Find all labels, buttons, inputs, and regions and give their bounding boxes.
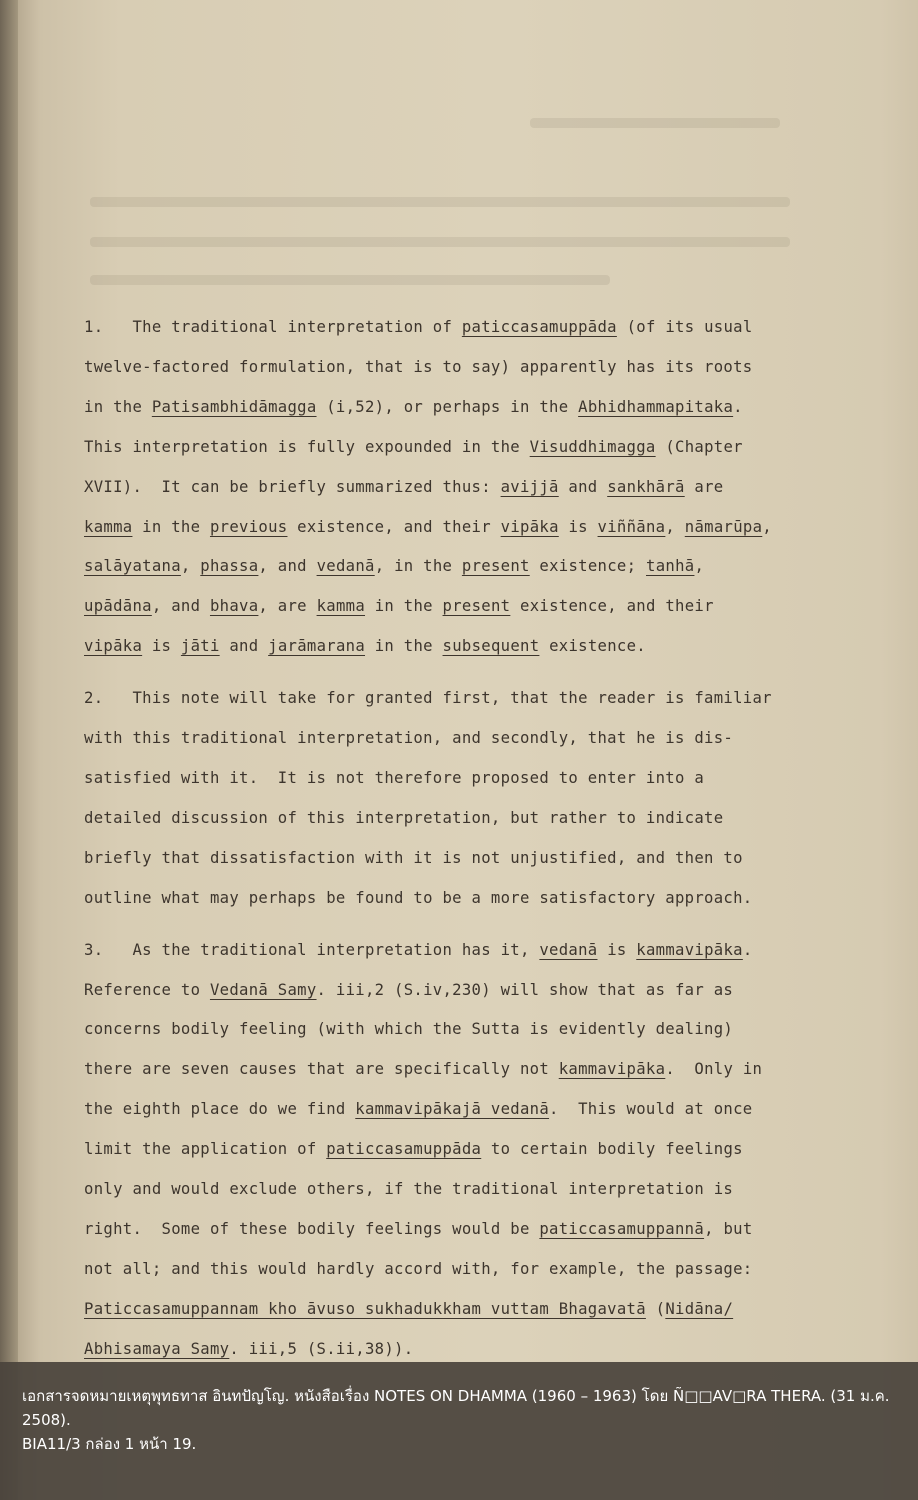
text-run: . This would at once — [549, 1100, 753, 1119]
text-line — [84, 388, 824, 428]
underlined-term: Paticcasamuppannam kho āvuso sukhadukkham vuttam Bhagavatā — [84, 1299, 646, 1318]
paragraph-2 — [84, 679, 824, 918]
text-run: . iii,2 (S.iv,230) will show that as far as — [316, 980, 734, 999]
underlined-term: kammavipāka — [636, 940, 743, 959]
text-run: , but — [704, 1219, 753, 1238]
text-line — [84, 679, 824, 719]
underlined-term: Patisambhidāmagga — [151, 397, 317, 416]
paragraph-3 — [84, 931, 824, 1370]
underlined-term: Vedanā Samy — [209, 980, 317, 999]
underlined-term: vedanā — [539, 940, 598, 959]
text-run: ( — [645, 1299, 666, 1318]
text-line — [84, 1050, 824, 1090]
text-run: with this traditional interpretation, and secondly, that he is dis- — [84, 729, 734, 748]
text-run: 3. As the traditional interpretation has it, — [84, 940, 540, 959]
text-run: The traditional interpretation of — [132, 318, 462, 336]
underlined-term: bhava — [209, 597, 259, 616]
text-run: , are — [258, 597, 317, 616]
text-line — [84, 719, 824, 759]
text-run: in the — [365, 637, 443, 656]
underlined-term: paticcasamuppāda — [326, 1140, 482, 1159]
underlined-term: kammavipākajā vedanā — [355, 1100, 550, 1119]
text-run: XVII). It can be briefly summarized thus: — [84, 477, 501, 496]
text-run: in the — [365, 597, 443, 616]
underlined-term: nāmarūpa — [684, 517, 763, 536]
underlined-term: jarāmarana — [268, 637, 366, 656]
text-run: . Only in — [665, 1060, 763, 1079]
text-line — [84, 508, 824, 548]
text-run: there are seven causes that are specifically not — [84, 1060, 559, 1079]
text-line — [84, 547, 824, 587]
underlined-term: tanhā — [646, 557, 695, 576]
underlined-term: paticcasamuppāda — [461, 318, 617, 336]
text-line — [84, 1130, 824, 1170]
text-run: (i,52), or perhaps in the — [316, 397, 579, 416]
text-run: existence, and their — [510, 597, 714, 616]
underlined-term: Visuddhimagga — [529, 437, 656, 456]
book-spine-shadow — [0, 0, 18, 1500]
text-run: twelve-factored formulation, that is to say) apparently has its roots — [84, 357, 753, 376]
underlined-term: upādāna — [84, 597, 152, 616]
underlined-term: avijjā — [500, 477, 559, 496]
text-run: in the — [84, 397, 152, 416]
underlined-term: Nidāna/ — [665, 1299, 734, 1318]
text-run: are — [684, 477, 724, 496]
text-run: is — [142, 637, 181, 656]
text-line — [84, 1010, 824, 1050]
archive-caption — [0, 1362, 918, 1500]
underlined-term: jāti — [180, 637, 220, 656]
text-run: . iii,5 (S.ii,38)). — [229, 1339, 414, 1358]
bleed-through-mark — [90, 197, 790, 207]
text-run: , — [665, 517, 685, 536]
text-run: right. Some of these bodily feelings would be — [84, 1219, 540, 1238]
text-line — [84, 931, 824, 971]
text-run: is — [597, 940, 637, 959]
text-run: , in the — [374, 557, 462, 576]
text-run: , and — [151, 597, 210, 616]
paragraph-1 — [84, 308, 824, 667]
text-line — [84, 348, 824, 388]
text-line — [84, 799, 824, 839]
text-line — [84, 1290, 824, 1330]
text-run: (Chapter — [655, 437, 743, 456]
text-line — [84, 1090, 824, 1130]
text-run: not all; and this would hardly accord with, for example, the passage: — [84, 1259, 753, 1278]
text-line — [84, 879, 824, 919]
bleed-through-mark — [530, 118, 780, 128]
text-line — [84, 627, 824, 667]
text-run: This interpretation is fully expounded in the — [84, 437, 530, 456]
text-run: to certain bodily feelings — [481, 1140, 743, 1159]
text-run: Reference to — [84, 980, 210, 999]
text-line — [84, 1250, 824, 1290]
text-run: outline what may perhaps be found to be a more satisfactory approach. — [84, 888, 753, 907]
text-line — [84, 587, 824, 627]
underlined-term: Abhidhammapitaka — [578, 397, 734, 416]
text-run: existence; — [529, 557, 646, 576]
text-line — [84, 428, 824, 468]
text-run: satisfied with it. It is not therefore proposed to enter into a — [84, 768, 705, 787]
caption-reference: BIA11/3 กล่อง 1 หน้า 19. — [22, 1435, 197, 1453]
underlined-term: previous — [209, 517, 288, 536]
text-line — [84, 308, 824, 348]
underlined-term: vipāka — [84, 637, 143, 656]
text-run: is — [558, 517, 598, 536]
underlined-term: phassa — [200, 557, 259, 576]
underlined-term: present — [461, 557, 530, 576]
text-run: and — [558, 477, 608, 496]
underlined-term: sankhārā — [607, 477, 685, 496]
caption-title: เอกสารจดหมายเหตุพุทธทาส อินทปัญโญ. หนังสือเรื่อง NOTES ON DHAMMA (1960 – 1963) โดย Ñ□□AV□RA THERA. (31 ม.ค. 2508). — [22, 1387, 890, 1429]
text-run: , and — [258, 557, 317, 576]
text-run: in the — [132, 517, 210, 536]
text-line — [84, 468, 824, 508]
text-run: existence, and their — [287, 517, 501, 536]
text-line — [84, 1170, 824, 1210]
text-run: , — [180, 557, 201, 576]
text-run: briefly that dissatisfaction with it is not unjustified, and then to — [84, 848, 743, 867]
text-run: . — [733, 397, 743, 416]
underlined-term: kammavipāka — [558, 1060, 666, 1079]
underlined-term: Abhisamaya Samy — [84, 1339, 230, 1358]
text-run: , — [762, 517, 772, 536]
text-run: 1. — [84, 318, 133, 336]
text-run: and — [219, 637, 269, 656]
text-line — [84, 839, 824, 879]
text-run: . — [742, 940, 753, 959]
bleed-through-mark — [90, 237, 790, 247]
text-run: 2. This note will take for granted first, that the reader is familiar — [84, 689, 772, 708]
text-run: the eighth place do we find — [84, 1100, 356, 1119]
underlined-term: vedanā — [316, 557, 375, 576]
text-run: existence. — [539, 637, 646, 656]
bleed-through-mark — [90, 275, 610, 285]
text-line — [84, 759, 824, 799]
text-run: limit the application of — [84, 1140, 327, 1159]
underlined-term: paticcasamuppannā — [539, 1219, 705, 1238]
text-run: (of its usual — [616, 318, 753, 336]
underlined-term: kamma — [316, 597, 366, 616]
underlined-term: salāyatana — [84, 557, 181, 576]
underlined-term: vipāka — [500, 517, 559, 536]
text-run: detailed discussion of this interpretation, but rather to indicate — [84, 808, 724, 827]
text-line — [84, 971, 824, 1011]
underlined-term: kamma — [84, 517, 133, 536]
typewritten-text — [84, 308, 824, 1382]
text-run: concerns bodily feeling (with which the Sutta is evidently dealing) — [84, 1020, 734, 1039]
underlined-term: viññāna — [597, 517, 666, 536]
underlined-term: subsequent — [442, 637, 540, 656]
text-run: , — [694, 557, 705, 576]
underlined-term: present — [442, 597, 511, 616]
text-line — [84, 1210, 824, 1250]
text-run: only and would exclude others, if the traditional interpretation is — [84, 1180, 734, 1199]
